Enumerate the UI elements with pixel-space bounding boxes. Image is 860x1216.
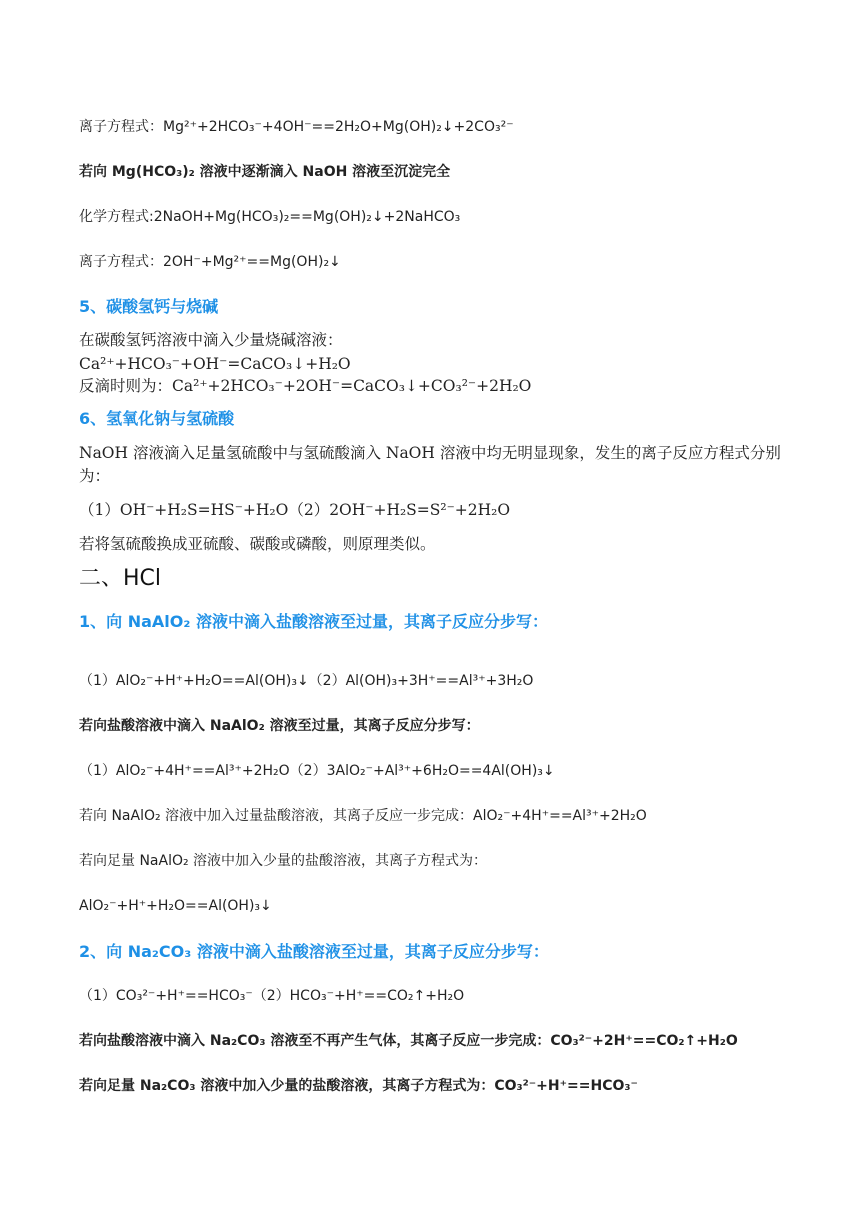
paragraph-text: NaOH 溶液滴入足量氢硫酸中与氢硫酸滴入 NaOH 溶液中均无明显现象，发生的离子反应方程式分别为： [79,444,781,485]
equation-line: （1）AlO₂⁻+4H⁺==Al³⁺+2H₂O（2）3AlO₂⁻+Al³⁺+6H₂O==4Al(OH)₃↓ [79,763,555,779]
equation-line: AlO₂⁻+H⁺+H₂O==Al(OH)₃↓ [79,898,272,914]
condition-line: 若向 Mg(HCO₃)₂ 溶液中逐渐滴入 NaOH 溶液至沉淀完全 [79,164,451,180]
paragraph-line: 在碳酸氢钙溶液中滴入少量烧碱溶液： [79,331,343,349]
equation-line: 反滴时则为：Ca²⁺+2HCO₃⁻+2OH⁻=CaCO₃↓+CO₃²⁻+2H₂O [79,377,532,395]
condition-line: 若向盐酸溶液中滴入 NaAlO₂ 溶液至过量，其离子反应分步写： [79,718,480,734]
section-heading-2: 2、向 Na₂CO₃ 溶液中滴入盐酸溶液至过量，其离子反应分步写： [79,942,549,961]
paragraph-line: 若向 NaAlO₂ 溶液中加入过量盐酸溶液，其离子反应一步完成：AlO₂⁻+4H⁺==Al³⁺+2H₂O [79,808,647,824]
equation-line: （1）CO₃²⁻+H⁺==HCO₃⁻（2）HCO₃⁻+H⁺==CO₂↑+H₂O [79,988,465,1004]
ionic-equation-line: 离子方程式：2OH⁻+Mg²⁺==Mg(OH)₂↓ [79,254,341,270]
equation-line: （1）OH⁻+H₂S=HS⁻+H₂O（2）2OH⁻+H₂S=S²⁻+2H₂O [79,501,511,519]
equation-line: Ca²⁺+HCO₃⁻+OH⁻=CaCO₃↓+H₂O [79,355,351,373]
ionic-equation-line: 离子方程式：Mg²⁺+2HCO₃⁻+4OH⁻==2H₂O+Mg(OH)₂↓+2CO₃²⁻ [79,119,514,135]
paragraph-line: 若向足量 NaAlO₂ 溶液中加入少量的盐酸溶液，其离子方程式为： [79,853,488,869]
chemical-equation-line: 化学方程式:2NaOH+Mg(HCO₃)₂==Mg(OH)₂↓+2NaHCO₃ [79,209,461,225]
equation-line: （1）AlO₂⁻+H⁺+H₂O==Al(OH)₃↓（2）Al(OH)₃+3H⁺==Al³⁺+3H₂O [79,673,534,689]
chapter-heading-hcl: 二、HCl [79,566,162,591]
section-heading-1: 1、向 NaAlO₂ 溶液中滴入盐酸溶液至过量，其离子反应分步写： [79,612,548,631]
condition-line: 若向足量 Na₂CO₃ 溶液中加入少量的盐酸溶液，其离子方程式为：CO₃²⁻+H⁺==HCO₃⁻ [79,1078,638,1094]
condition-line: 若向盐酸溶液中滴入 Na₂CO₃ 溶液至不再产生气体，其离子反应一步完成：CO₃²⁻+2H⁺==CO₂↑+H₂O [79,1033,738,1049]
paragraph-line: 若将氢硫酸换成亚硫酸、碳酸或磷酸，则原理类似。 [79,535,436,553]
section-heading-5: 5、碳酸氢钙与烧碱 [79,297,219,316]
section-heading-6: 6、氢氧化钠与氢硫酸 [79,409,235,428]
